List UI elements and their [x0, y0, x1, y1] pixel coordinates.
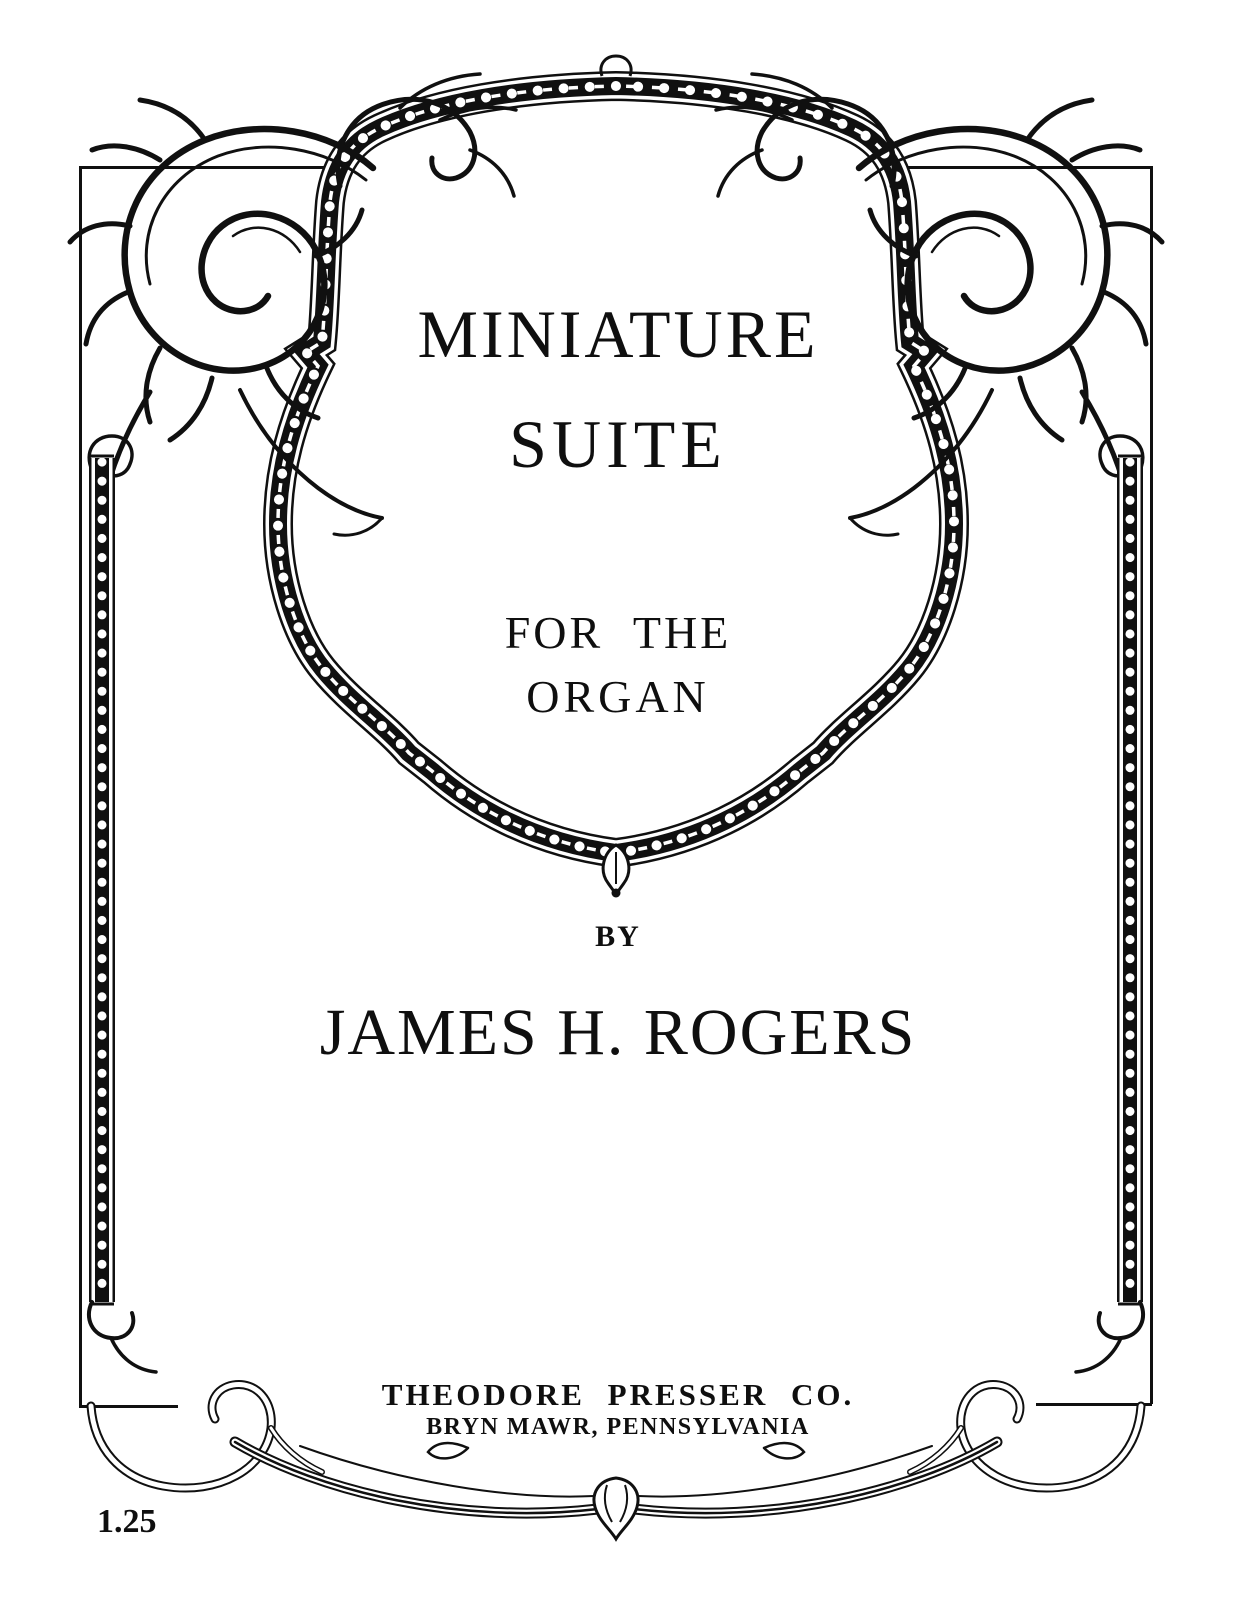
- title-line-2: SUITE: [509, 406, 727, 482]
- byline-label: BY: [595, 920, 641, 953]
- pendant-ornament: [603, 845, 629, 898]
- center-knot-ornament: [594, 1478, 638, 1539]
- subtitle-line-1: FOR THE: [504, 607, 732, 658]
- beaded-band-left: [90, 456, 114, 1304]
- subtitle-line-2: ORGAN: [526, 671, 710, 722]
- composer-name: JAMES H. ROGERS: [319, 996, 917, 1069]
- beaded-band-right: [1118, 456, 1142, 1304]
- publisher-location: BRYN MAWR, PENNSYLVANIA: [426, 1414, 810, 1440]
- title-line-1: MINIATURE: [417, 296, 819, 372]
- publisher-name: THEODORE PRESSER CO.: [381, 1377, 855, 1412]
- price: 1.25: [97, 1503, 157, 1540]
